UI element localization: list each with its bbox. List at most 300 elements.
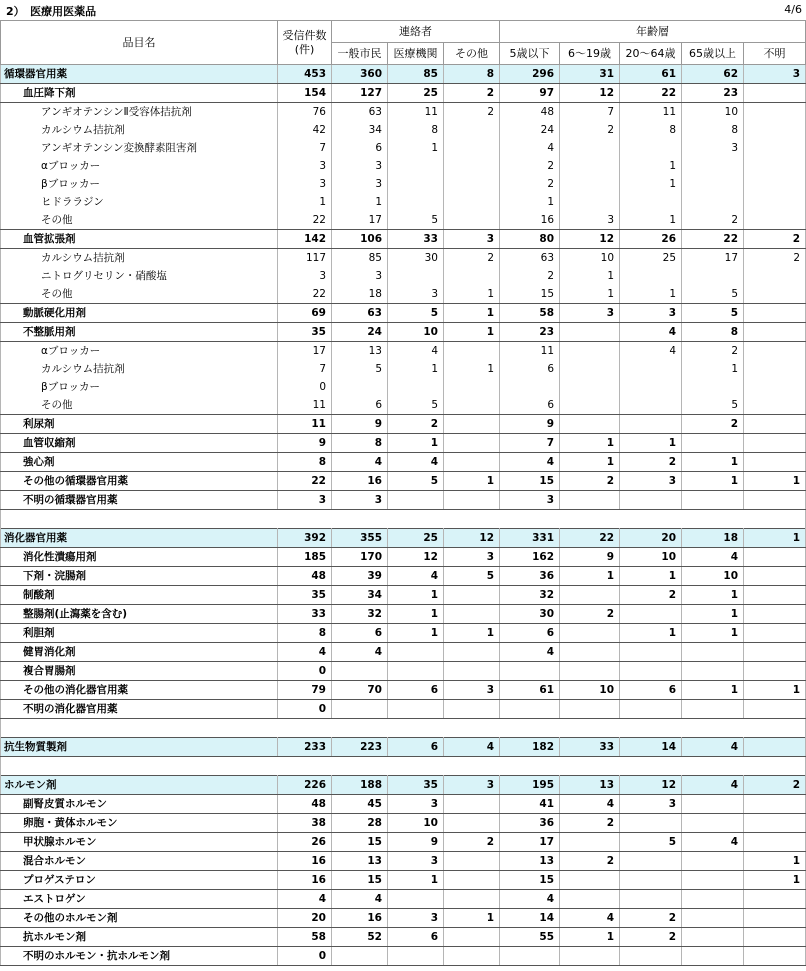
subcategory-row [1,795,806,814]
row-name: 卵胞・黄体ホルモン [1,814,278,833]
cell-age-20-64 [620,890,682,909]
cell-medical [388,157,444,175]
cell-age-20-64: 3 [620,472,682,491]
cell-age-65plus: 1 [682,605,744,624]
row-name: 利尿剤 [1,415,278,434]
row-name: 混合ホルモン [1,852,278,871]
row-name: 血管収縮剤 [1,434,278,453]
cell-age-unknown [744,342,806,361]
cell-age-unknown [744,453,806,472]
cell-age-65plus [682,434,744,453]
cell-public: 52 [332,928,388,947]
item-row [1,342,806,361]
cell-age-6-19 [560,833,620,852]
header-age-65plus: 65歳以上 [682,43,744,65]
cell-age-20-64: 2 [620,928,682,947]
cell-other [444,491,500,510]
cell-other [444,928,500,947]
cell-age-65plus [682,267,744,285]
cell-age-0-5: 6 [500,360,560,378]
cell-age-0-5 [500,700,560,719]
cell-age-65plus: 4 [682,738,744,757]
cell-age-unknown [744,139,806,157]
cell-medical: 25 [388,84,444,103]
cell-count: 1 [278,193,332,211]
cell-age-6-19 [560,491,620,510]
header-contact-group: 連絡者 [332,21,500,43]
cell-public: 63 [332,103,388,122]
cell-age-unknown [744,360,806,378]
cell-count: 42 [278,121,332,139]
cell-count: 16 [278,852,332,871]
item-row [1,396,806,415]
cell-age-0-5: 32 [500,586,560,605]
cell-age-20-64: 1 [620,624,682,643]
cell-public: 3 [332,157,388,175]
cell-age-65plus: 5 [682,285,744,304]
cell-medical: 6 [388,928,444,947]
cell-age-0-5: 4 [500,139,560,157]
cell-count: 4 [278,890,332,909]
cell-other [444,947,500,966]
cell-other [444,211,500,230]
row-name: 健胃消化剤 [1,643,278,662]
cell-other [444,396,500,415]
cell-public: 17 [332,211,388,230]
row-name: その他の消化器官用薬 [1,681,278,700]
row-name: 循環器官用薬 [1,65,278,84]
cell-public [332,662,388,681]
cell-age-unknown: 1 [744,472,806,491]
cell-count: 226 [278,776,332,795]
subcategory-row [1,434,806,453]
cell-count: 22 [278,472,332,491]
cell-public: 34 [332,586,388,605]
cell-medical: 6 [388,738,444,757]
cell-public: 4 [332,643,388,662]
cell-age-unknown [744,396,806,415]
cell-age-20-64 [620,378,682,396]
spacer-row [1,757,806,776]
subcategory-row [1,624,806,643]
cell-age-20-64 [620,491,682,510]
subcategory-row [1,605,806,624]
cell-age-20-64: 4 [620,323,682,342]
cell-other: 5 [444,567,500,586]
cell-age-65plus [682,643,744,662]
row-name: αブロッカー [1,342,278,361]
cell-medical: 2 [388,415,444,434]
row-name: αブロッカー [1,157,278,175]
cell-age-6-19 [560,342,620,361]
row-name: βブロッカー [1,378,278,396]
cell-medical: 4 [388,342,444,361]
cell-other [444,852,500,871]
cell-age-0-5: 2 [500,157,560,175]
cell-age-unknown: 1 [744,529,806,548]
cell-age-unknown [744,175,806,193]
cell-age-65plus: 1 [682,453,744,472]
cell-medical: 3 [388,852,444,871]
cell-count: 38 [278,814,332,833]
cell-age-65plus: 1 [682,472,744,491]
cell-medical [388,378,444,396]
cell-age-unknown [744,624,806,643]
row-name: 下剤・浣腸剤 [1,567,278,586]
header-age-group: 年齢層 [500,21,806,43]
cell-count: 142 [278,230,332,249]
cell-age-unknown [744,304,806,323]
cell-count: 48 [278,567,332,586]
subcategory-row [1,84,806,103]
cell-age-20-64 [620,360,682,378]
cell-age-0-5: 6 [500,624,560,643]
subcategory-row [1,852,806,871]
cell-count: 35 [278,586,332,605]
cell-age-6-19 [560,175,620,193]
cell-other: 1 [444,909,500,928]
cell-medical: 1 [388,624,444,643]
cell-age-unknown [744,795,806,814]
row-name: アンギオテンシン変換酵素阻害剤 [1,139,278,157]
cell-public: 5 [332,360,388,378]
cell-medical: 6 [388,681,444,700]
cell-age-unknown [744,378,806,396]
cell-other: 4 [444,738,500,757]
cell-public: 170 [332,548,388,567]
cell-age-6-19: 3 [560,211,620,230]
row-name: 動脈硬化用剤 [1,304,278,323]
cell-count: 3 [278,491,332,510]
cell-count: 0 [278,700,332,719]
cell-medical: 5 [388,472,444,491]
cell-age-0-5: 182 [500,738,560,757]
cell-public: 4 [332,453,388,472]
item-row [1,360,806,378]
cell-age-20-64: 12 [620,776,682,795]
row-name: アンギオテンシンⅡ受容体拮抗剤 [1,103,278,122]
cell-age-65plus: 8 [682,121,744,139]
cell-medical: 5 [388,304,444,323]
cell-age-unknown [744,814,806,833]
cell-age-unknown [744,84,806,103]
cell-count: 0 [278,662,332,681]
cell-age-unknown [744,586,806,605]
cell-age-20-64 [620,871,682,890]
cell-medical: 4 [388,567,444,586]
cell-age-20-64: 1 [620,434,682,453]
item-row [1,121,806,139]
cell-other: 1 [444,624,500,643]
cell-age-20-64: 4 [620,342,682,361]
cell-other: 1 [444,285,500,304]
cell-public: 18 [332,285,388,304]
cell-age-65plus [682,795,744,814]
cell-public: 24 [332,323,388,342]
cell-age-6-19: 1 [560,453,620,472]
item-row [1,175,806,193]
cell-medical: 11 [388,103,444,122]
cell-age-unknown [744,434,806,453]
cell-age-unknown: 1 [744,871,806,890]
cell-medical: 8 [388,121,444,139]
header-age-6-19: 6～19歳 [560,43,620,65]
drug-inquiry-table [0,20,806,966]
cell-public: 6 [332,624,388,643]
cell-age-6-19 [560,139,620,157]
cell-other: 2 [444,103,500,122]
header-count-unit: (件) [294,42,315,56]
cell-medical: 25 [388,529,444,548]
cell-age-20-64: 6 [620,681,682,700]
item-row [1,193,806,211]
subcategory-row [1,491,806,510]
cell-age-20-64: 1 [620,211,682,230]
row-name: 血圧降下剤 [1,84,278,103]
cell-count: 9 [278,434,332,453]
cell-age-20-64: 26 [620,230,682,249]
cell-other: 12 [444,529,500,548]
cell-age-unknown [744,491,806,510]
cell-age-20-64: 5 [620,833,682,852]
cell-medical: 1 [388,871,444,890]
row-name: ホルモン剤 [1,776,278,795]
row-name: その他 [1,396,278,415]
cell-age-0-5: 296 [500,65,560,84]
cell-other: 3 [444,776,500,795]
cell-age-unknown: 3 [744,65,806,84]
cell-age-0-5: 15 [500,472,560,491]
subcategory-row [1,890,806,909]
cell-age-65plus: 5 [682,304,744,323]
cell-other [444,139,500,157]
cell-medical: 4 [388,453,444,472]
row-name: ニトログリセリン・硝酸塩 [1,267,278,285]
cell-age-unknown [744,738,806,757]
cell-age-20-64: 2 [620,909,682,928]
row-name: その他 [1,211,278,230]
cell-age-6-19 [560,624,620,643]
cell-age-65plus: 10 [682,103,744,122]
row-name: カルシウム拮抗剤 [1,360,278,378]
cell-other: 1 [444,360,500,378]
item-row [1,103,806,122]
title-row [0,0,806,19]
subcategory-row [1,230,806,249]
cell-age-6-19: 3 [560,304,620,323]
cell-age-20-64 [620,662,682,681]
cell-age-6-19: 10 [560,249,620,268]
cell-medical: 35 [388,776,444,795]
cell-public: 70 [332,681,388,700]
cell-other [444,586,500,605]
cell-count: 48 [278,795,332,814]
page-number: 4/6 [784,3,802,16]
cell-public: 13 [332,342,388,361]
cell-age-6-19: 1 [560,928,620,947]
cell-age-0-5: 3 [500,491,560,510]
cell-age-20-64: 1 [620,157,682,175]
cell-age-unknown [744,909,806,928]
row-name: 不明の循環器官用薬 [1,491,278,510]
cell-age-65plus: 18 [682,529,744,548]
cell-age-unknown [744,267,806,285]
cell-age-65plus: 3 [682,139,744,157]
cell-age-65plus: 62 [682,65,744,84]
cell-age-65plus: 2 [682,211,744,230]
cell-age-0-5: 331 [500,529,560,548]
cell-age-unknown [744,643,806,662]
cell-other [444,643,500,662]
subcategory-row [1,586,806,605]
cell-public: 13 [332,852,388,871]
cell-age-6-19: 4 [560,795,620,814]
cell-age-0-5: 4 [500,453,560,472]
cell-age-unknown [744,947,806,966]
cell-age-65plus: 8 [682,323,744,342]
cell-age-6-19: 2 [560,852,620,871]
cell-public: 32 [332,605,388,624]
item-row [1,211,806,230]
cell-public: 106 [332,230,388,249]
cell-other [444,700,500,719]
cell-age-6-19 [560,662,620,681]
cell-age-0-5: 1 [500,193,560,211]
cell-count: 26 [278,833,332,852]
cell-age-6-19: 4 [560,909,620,928]
cell-public: 6 [332,139,388,157]
cell-age-0-5: 97 [500,84,560,103]
cell-age-65plus [682,928,744,947]
cell-age-65plus [682,491,744,510]
spacer-cell [1,510,806,529]
subcategory-row [1,681,806,700]
cell-count: 3 [278,267,332,285]
cell-age-0-5: 2 [500,175,560,193]
row-name: 消化器官用薬 [1,529,278,548]
cell-public: 45 [332,795,388,814]
cell-other [444,193,500,211]
cell-age-20-64: 11 [620,103,682,122]
cell-other [444,871,500,890]
cell-count: 8 [278,453,332,472]
subcategory-row [1,548,806,567]
header-row-1 [1,21,806,43]
cell-age-65plus: 1 [682,360,744,378]
cell-medical: 1 [388,360,444,378]
cell-age-65plus: 4 [682,833,744,852]
cell-other [444,453,500,472]
row-name: 消化性潰瘍用剤 [1,548,278,567]
cell-age-65plus [682,700,744,719]
cell-medical: 1 [388,586,444,605]
cell-age-0-5: 61 [500,681,560,700]
cell-age-65plus: 4 [682,548,744,567]
cell-public [332,378,388,396]
subcategory-row [1,662,806,681]
cell-age-65plus: 2 [682,415,744,434]
item-row [1,139,806,157]
cell-public: 63 [332,304,388,323]
cell-medical: 10 [388,323,444,342]
cell-age-65plus: 5 [682,396,744,415]
row-name: 抗ホルモン剤 [1,928,278,947]
category-row [1,776,806,795]
cell-age-unknown [744,928,806,947]
cell-public: 188 [332,776,388,795]
subcategory-row [1,567,806,586]
cell-age-6-19 [560,378,620,396]
cell-age-unknown: 1 [744,681,806,700]
row-name: 強心剤 [1,453,278,472]
cell-age-unknown [744,833,806,852]
table-body [1,65,806,966]
cell-age-0-5: 9 [500,415,560,434]
cell-medical: 3 [388,795,444,814]
cell-age-65plus [682,909,744,928]
cell-public: 39 [332,567,388,586]
row-name: 利胆剤 [1,624,278,643]
cell-public: 15 [332,833,388,852]
row-name: その他の循環器官用薬 [1,472,278,491]
cell-age-20-64 [620,193,682,211]
category-row [1,738,806,757]
header-age-20-64: 20～64歳 [620,43,682,65]
cell-age-unknown: 2 [744,776,806,795]
cell-age-unknown [744,211,806,230]
row-name: 整腸剤(止瀉薬を含む) [1,605,278,624]
cell-public: 9 [332,415,388,434]
header-count-label: 受信件数 [282,28,327,42]
cell-age-unknown [744,285,806,304]
cell-age-unknown [744,323,806,342]
cell-medical [388,643,444,662]
cell-age-20-64 [620,415,682,434]
cell-public: 360 [332,65,388,84]
cell-age-65plus [682,378,744,396]
cell-count: 7 [278,139,332,157]
cell-age-65plus: 1 [682,681,744,700]
cell-medical: 5 [388,396,444,415]
cell-medical: 12 [388,548,444,567]
cell-count: 185 [278,548,332,567]
cell-other: 8 [444,65,500,84]
cell-age-65plus [682,890,744,909]
spacer-row [1,510,806,529]
cell-public: 85 [332,249,388,268]
cell-count: 3 [278,175,332,193]
row-name: エストロゲン [1,890,278,909]
cell-medical: 3 [388,285,444,304]
cell-age-20-64: 3 [620,795,682,814]
cell-age-6-19: 12 [560,230,620,249]
cell-medical: 85 [388,65,444,84]
cell-public: 127 [332,84,388,103]
subcategory-row [1,472,806,491]
cell-age-0-5: 17 [500,833,560,852]
row-name: ヒドララジン [1,193,278,211]
cell-age-unknown [744,157,806,175]
item-row [1,249,806,268]
cell-age-unknown [744,415,806,434]
cell-age-6-19: 33 [560,738,620,757]
cell-age-65plus: 4 [682,776,744,795]
cell-age-0-5: 63 [500,249,560,268]
cell-other: 3 [444,681,500,700]
cell-age-20-64: 25 [620,249,682,268]
cell-age-65plus [682,175,744,193]
cell-age-20-64 [620,700,682,719]
